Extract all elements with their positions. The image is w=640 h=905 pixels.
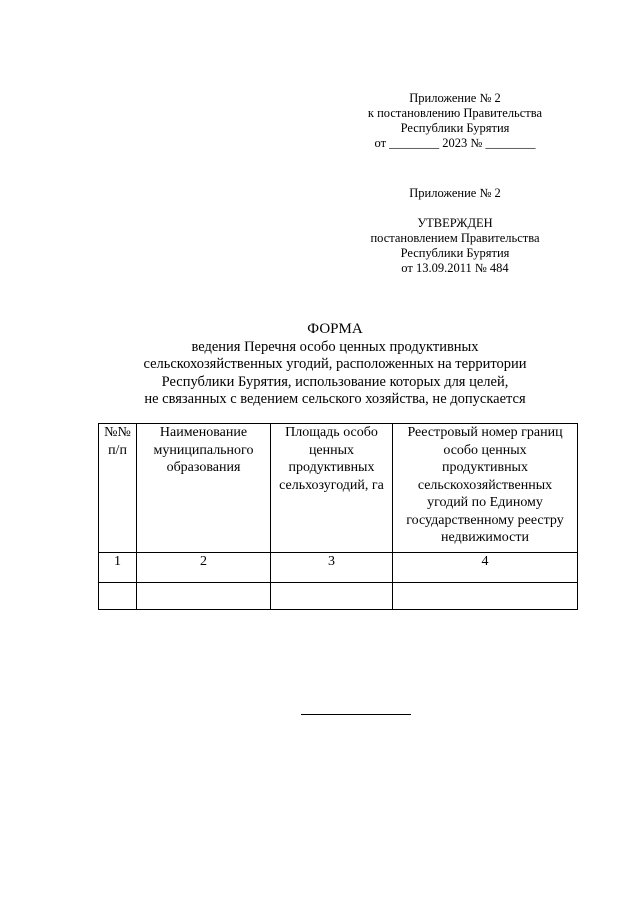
table-header-row: [99, 424, 578, 553]
appendix-header: [340, 91, 570, 151]
header-number: №№ п/п: [99, 424, 137, 553]
column-number: 1: [99, 553, 137, 583]
approval-appendix: Приложение № 2: [409, 186, 501, 200]
column-number: 3: [271, 553, 393, 583]
appendix-header-line: от ________ 2023 № ________: [374, 136, 536, 150]
approval-line: постановлением Правительства: [370, 231, 540, 245]
appendix-header-line: к постановлению Правительства: [367, 106, 543, 120]
table-row: [99, 583, 578, 610]
header-registry-number: Реестровый номер границ особо ценных продуктивных сельскохозяйственных угодий по Единому государственному реестру недвижимости: [393, 424, 578, 553]
form-title-line: не связанных с ведением сельского хозяйства, не допускается: [144, 391, 526, 407]
closing-line: [301, 714, 411, 715]
form-title: ФОРМА: [307, 321, 363, 337]
form-title-line: сельскохозяйственных угодий, расположенных на территории: [143, 356, 527, 372]
table-cell: [137, 583, 271, 610]
column-number: 4: [393, 553, 578, 583]
form-title-line: Республики Бурятия, использование которых для целей,: [161, 373, 509, 390]
table-cell: [393, 583, 578, 610]
table-cell: [271, 583, 393, 610]
register-form-table: [98, 423, 578, 610]
approval-block: [340, 186, 570, 276]
table-cell: [99, 583, 137, 610]
column-number-row: [99, 553, 578, 583]
column-number: 2: [137, 553, 271, 583]
appendix-header-line: Республики Бурятия: [400, 121, 510, 135]
approval-approved: УТВЕРЖДЕН: [417, 216, 493, 230]
form-title-line: ведения Перечня особо ценных продуктивных: [191, 338, 479, 355]
header-area: Площадь особо ценных продуктивных сельхозугодий, га: [271, 424, 393, 553]
form-title-block: [70, 321, 600, 409]
approval-line: Республики Бурятия: [400, 246, 510, 260]
appendix-header-line: Приложение № 2: [409, 91, 501, 105]
header-municipality: Наименование муниципального образования: [137, 424, 271, 553]
approval-line: от 13.09.2011 № 484: [401, 261, 509, 275]
